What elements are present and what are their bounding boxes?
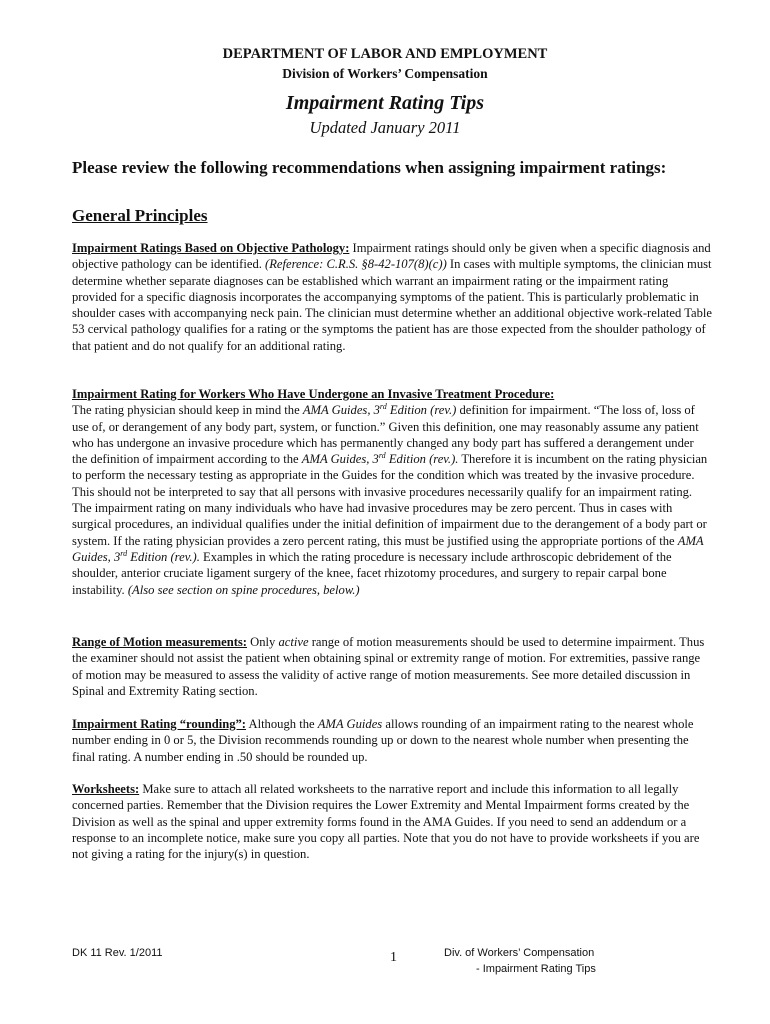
edition-reference: Edition (rev.) <box>386 403 457 418</box>
paragraph-range-of-motion <box>72 634 712 699</box>
footer-division: Div. of Workers’ Compensation <box>444 947 595 959</box>
page-number: 1 <box>390 950 397 965</box>
paragraph-text: The rating physician should keep in mind the <box>72 403 303 418</box>
paragraph-label: Impairment Rating for Workers Who Have Undergone an Invasive Treatment Procedure: <box>72 387 555 401</box>
guides-reference: AMA Guides, 3 <box>301 452 379 467</box>
superscript: rd <box>120 548 128 558</box>
paragraph-label: Range of Motion measurements: <box>72 635 248 649</box>
paragraph-invasive-procedure <box>72 386 712 598</box>
superscript: rd <box>379 402 387 412</box>
guides-reference: AMA Guides, 3 <box>302 403 380 418</box>
paragraph-label: Worksheets: <box>72 782 140 796</box>
paragraph-text: Make sure to attach all related worksheets to the narrative report and include this information to all legally concerned parties. Remember that the Division requires the Lower Extremity and Mental Impairment forms created by the Division as well as the spinal and upper extremity forms found in the AMA Guides. If you need to send an addendum or a response to an incomplete notice, make sure you copy all parties. Note that you do not have to provide worksheets if you are not giving a rating for the injury(s) in question. <box>72 782 700 862</box>
guides-reference: AMA Guides, 3 <box>72 533 704 564</box>
emphasis-active: active <box>278 635 309 649</box>
division-heading: Division of Workers’ Compensation <box>282 66 488 81</box>
paragraph-text: In cases with multiple symptoms, the clinician must determine whether separate diagnoses can be established which warrant an impairment rating or the impairment rating provided for a specific diagnosis incorporates the accompanying symptoms of the patient. This is particularly problematic in shoulder cases with accompanying neck pain. The clinician must determine whether an additional objective work-related Table 53 cervical pathology qualifies for a rating or the symptoms the patient has are those expected from the shoulder pathology of that patient and do not qualify for an additional rating. <box>72 257 713 353</box>
guides-reference: AMA Guides <box>317 717 383 731</box>
superscript: rd <box>378 451 386 460</box>
paragraph-text: Only <box>247 635 279 649</box>
paragraph-rounding <box>72 716 712 765</box>
paragraph-text: definition for impairment. “The loss of, loss of use of, or derangement of any body part, system, or function.” Given this definition, one may reasonably assume any patient who has undergone an invasive procedure which has permanently changed any body part has suffered a derangement under the definition of impairment according to the <box>72 403 699 467</box>
paragraph-label: Impairment Rating “rounding”: <box>72 717 247 731</box>
department-heading: DEPARTMENT OF LABOR AND EMPLOYMENT <box>222 46 548 62</box>
paragraph-text: allows rounding of an impairment rating to the nearest whole number ending in 0 or 5, the Division recommends rounding up or down to the nearest whole number when presenting the final rating. A number ending in .50 should be rounded up. <box>72 717 694 764</box>
intro-statement: Please review the following recommendations when assigning impairment ratings: <box>72 158 667 177</box>
paragraph-text: Therefore it is incumbent on the rating physician to perform the necessary testing as appropriate in the Guides for the condition which was treated by the invasive procedure. This should not be interpreted to say that all persons with invasive procedures necessarily qualify for an impairment rating. The impairment rating on many individuals who have had invasive procedures may be zero percent. Thus in cases with surgical procedures, an individual qualifies under the initial definition of impairment due to the derangement of a body part or system. If the rating physician provides a zero percent rating, this must be justified using the appropriate portions of the <box>72 452 708 548</box>
edition-reference: Edition (rev.). <box>127 549 200 564</box>
footer-form-id: DK 11 Rev. 1/2011 <box>72 947 163 959</box>
paragraph-text: Although the <box>246 717 318 731</box>
updated-date: Updated January 2011 <box>309 118 461 137</box>
section-title: General Principles <box>72 206 208 225</box>
paragraph-text: Impairment ratings should only be given when a specific diagnosis and objective pathology can be identified. <box>72 241 711 272</box>
paragraph-worksheets <box>72 781 712 862</box>
paragraph-text: range of motion measurements should be used to determine impairment. Thus the examiner should not assist the patient when obtaining spinal or extremity range of motion. For extremities, passive range of motion may be measured to assess the validity of active range of motion measurements. See more detailed discussion in Spinal and Extremity Rating section. <box>72 635 705 698</box>
edition-reference: Edition (rev.). <box>385 452 459 467</box>
reference-citation: (Reference: C.R.S. §8-42-107(8)(c)) <box>265 257 447 272</box>
see-also-note: (Also see section on spine procedures, below.) <box>127 582 360 597</box>
footer-document-name: - Impairment Rating Tips <box>476 963 596 975</box>
paragraph-text: Examples in which the rating procedure is necessary include arthroscopic debridement of the shoulder, anterior cruciate ligament surgery of the knee, facet rhizotomy procedures, and surgery to repair carpal bone instability. <box>72 549 672 597</box>
paragraph-objective-pathology <box>72 240 712 354</box>
paragraph-label: Impairment Ratings Based on Objective Pathology: <box>72 241 350 255</box>
document-title: Impairment Rating Tips <box>285 92 485 114</box>
